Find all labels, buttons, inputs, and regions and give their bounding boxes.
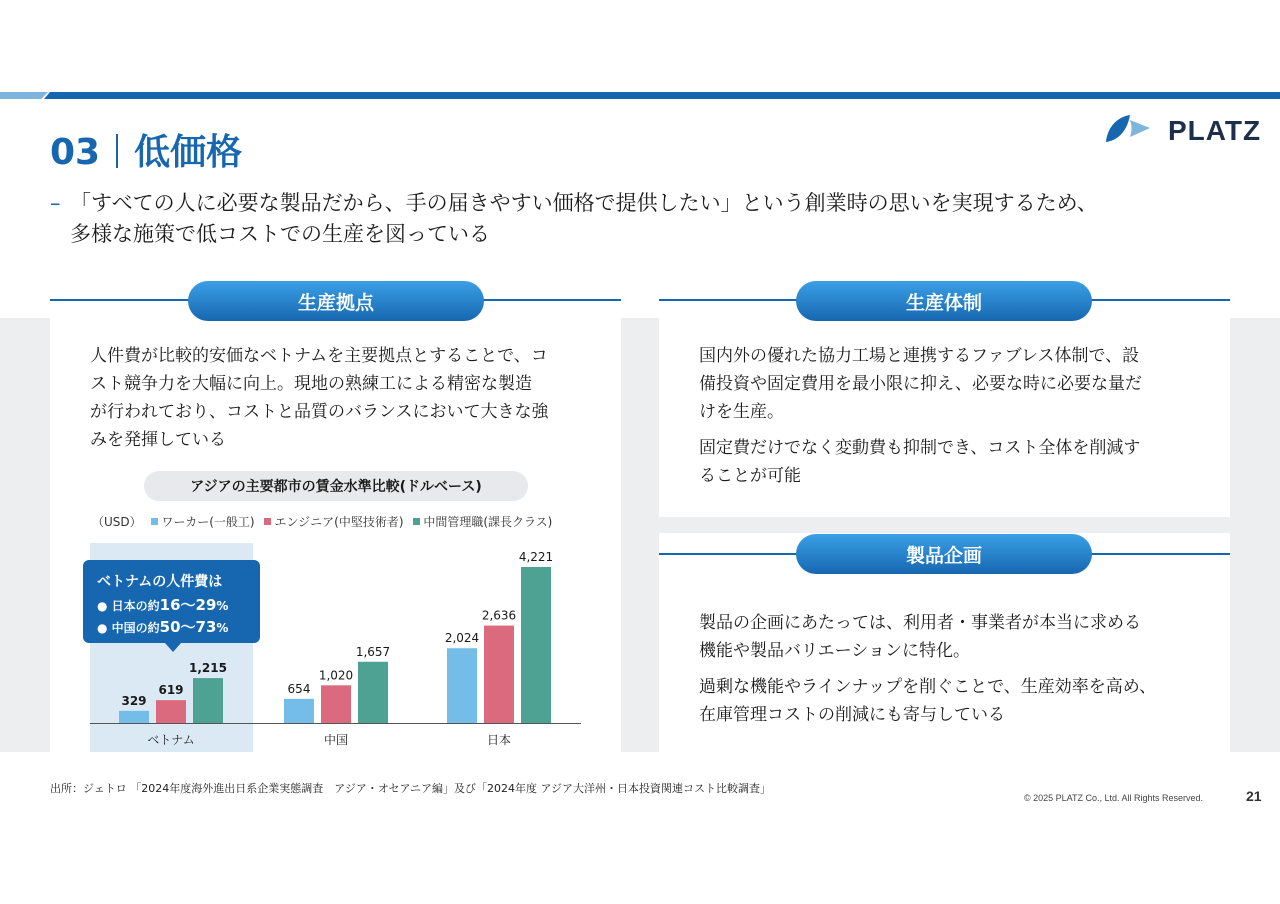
data-label-0-2: 1,215 — [189, 661, 227, 676]
data-label-0-0: 329 — [121, 693, 147, 708]
text-line: けを生産。 — [699, 402, 784, 422]
bar-1-0 — [284, 699, 314, 723]
bar-1-2 — [358, 662, 388, 723]
lead-line-2: 多様な施策で低コストでの生産を図っている — [70, 222, 490, 246]
text-line: みを発揮している — [90, 430, 226, 450]
legend-item-manager: 中間管理職(課長クラス) — [413, 515, 552, 529]
legend-unit: （USD） — [92, 515, 142, 529]
data-label-1-2: 1,657 — [355, 644, 391, 659]
heading-product-planning: 製品企画 — [796, 534, 1092, 574]
legend-item-engineer: エンジニア(中堅技術者) — [264, 515, 403, 529]
text-line: ることが可能 — [699, 466, 801, 486]
category-label-2: 日本 — [486, 733, 512, 747]
legend-item-worker: ワーカー(一般工) — [151, 515, 254, 529]
text-line: 機能や製品バリエーションに特化。 — [699, 641, 970, 661]
bar-0-1 — [156, 700, 186, 723]
data-label-1-0: 654 — [287, 681, 311, 696]
text-line: 備投資や固定費用を最小限に抑え、必要な時に必要な量だ — [699, 374, 1143, 394]
bar-1-1 — [321, 685, 351, 723]
heading-production-base: 生産拠点 — [188, 281, 484, 321]
data-label-0-1: 619 — [158, 683, 184, 698]
data-label-2-1: 2,636 — [481, 608, 517, 623]
bar-2-0 — [447, 648, 477, 723]
section-number: 03 — [50, 132, 101, 173]
page-number: 21 — [1246, 788, 1262, 804]
text-line: 在庫管理コストの削減にも寄与している — [699, 705, 1005, 725]
category-label-1: 中国 — [323, 733, 349, 747]
text-line: スト競争力を大幅に向上。現地の熟練工による精密な製造 — [90, 374, 532, 394]
text-line: が行われており、コストと品質のバランスにおいて大きな強 — [90, 402, 549, 422]
chart-title: アジアの主要都市の賃金水準比較(ドルベース) — [144, 471, 528, 501]
lead-dash: – — [50, 191, 61, 215]
copyright: © 2025 PLATZ Co., Ltd. All Rights Reserved. — [1024, 793, 1204, 803]
bar-2-2 — [521, 567, 551, 723]
text-line: 国内外の優れた協力工場と連携するファブレス体制で、設 — [699, 346, 1140, 366]
callout-line-japan: ● 日本の約16～29% — [97, 596, 229, 614]
callout-title: ベトナムの人件費は — [97, 574, 223, 590]
text-line: 過剰な機能やラインナップを削ぐことで、生産効率を高め、 — [699, 677, 1157, 697]
bar-2-1 — [484, 626, 514, 723]
data-label-2-0: 2,024 — [444, 631, 480, 646]
category-label-0: ベトナム — [147, 733, 195, 747]
text-line: 固定費だけでなく変動費も抑制でき、コスト全体を削減す — [699, 438, 1141, 458]
data-label-2-2: 4,221 — [518, 550, 554, 564]
lead-line-1: 「すべての人に必要な製品だから、手の届きやすい価格で提供したい」という創業時の思いを実現するため、 — [70, 191, 1098, 215]
logo-text: PLATZ — [1168, 115, 1262, 146]
source-note: 出所：ジェトロ 「2024年度海外進出日系企業実態調査 アジア・オセアニア編」及び「2024年度 アジア大洋州・日本投資関連コスト比較調査」 — [50, 782, 771, 795]
section-title: 低価格 — [134, 132, 243, 173]
text-line: 人件費が比較的安価なベトナムを主要拠点とすることで、コ — [90, 346, 548, 366]
data-label-1-1: 1,020 — [318, 668, 354, 683]
vietnam-callout — [83, 560, 260, 643]
bar-0-2 — [193, 678, 223, 723]
text-line: 製品の企画にあたっては、利用者・事業者が本当に求める — [699, 613, 1141, 633]
callout-line-china: ● 中国の約50～73% — [97, 618, 229, 636]
bar-0-0 — [119, 711, 149, 723]
heading-production-system: 生産体制 — [796, 281, 1092, 321]
